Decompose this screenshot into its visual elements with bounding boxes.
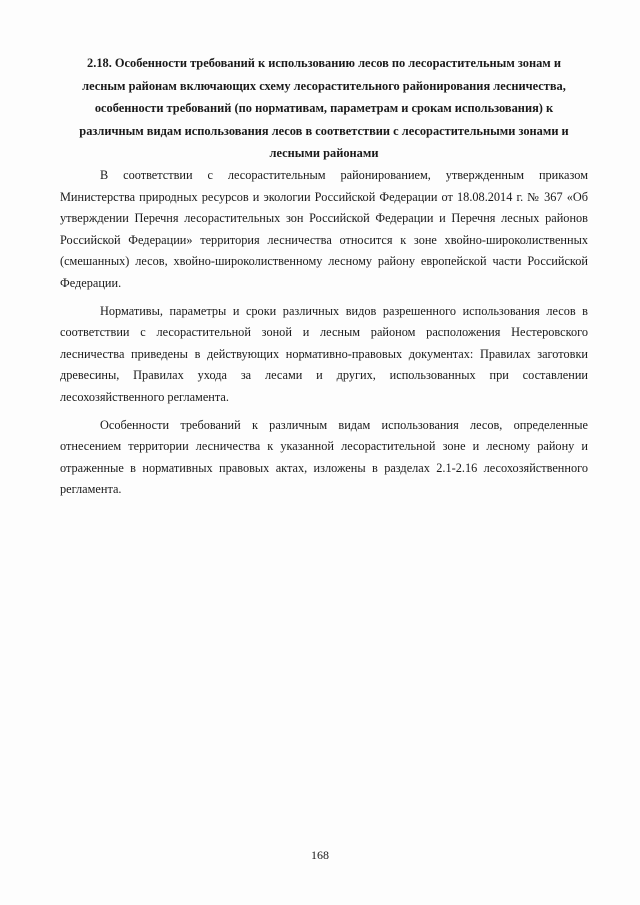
paragraph-zoning: В соответствии с лесорастительным районированием, утвержденным приказом Министерства природных ресурсов и экологии Российской Федерации от 18.08.2014 г. № 367 «Об утверждении Перечня лесорастительных зон Российской Федерации и Перечня лесных районов Российской Федерации» территория лесничества относится к зоне хвойно-широколиственных (смешанных) лесов, хвойно-широколиственному лесному району европейской части Российской Федерации. xyxy=(60,167,588,290)
document-body xyxy=(60,52,588,501)
section-heading: 2.18. Особенности требований к использованию лесов по лесорастительным зонам и лесным районам включающих схему лесорастительного районирования лесничества, особенности требований (по нормативам, параметрам и срокам использования) к различным видам использования лесов в соответствии с лесорастительными зонами и лесными районами xyxy=(79,56,569,161)
paragraph-requirements: Особенности требований к различным видам использования лесов, определенные отнесением территории лесничества к указанной лесорастительной зоне и лесному району и отраженные в нормативных правовых актах, изложены в разделах 2.1-2.16 лесохозяйственного регламента. xyxy=(60,417,588,497)
paragraph-norms: Нормативы, параметры и сроки различных видов разрешенного использования лесов в соответствии с лесорастительной зоной и лесным районом расположения Нестеровского лесничества приведены в действующих нормативно-правовых документах: Правилах заготовки древесины, Правилах ухода за лесами и других, использованных при составлении лесохозяйственного регламента. xyxy=(60,303,588,404)
page-number: 168 xyxy=(311,848,329,862)
